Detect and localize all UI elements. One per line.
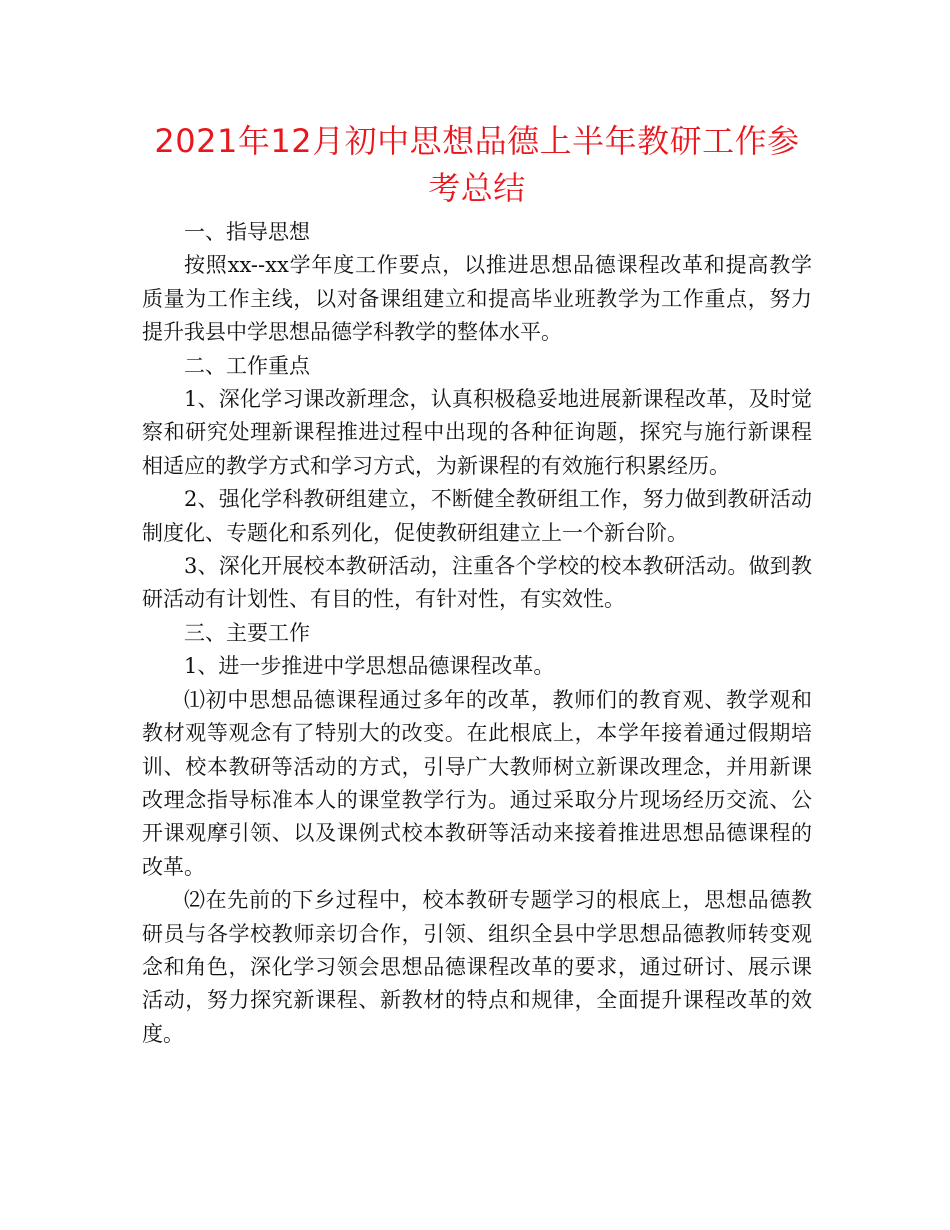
section-heading-guiding-thought: 一、指导思想 [184,220,310,244]
paragraph: ⑵在先前的下乡过程中，校本教研专题学习的根底上，思想品德教研员与各学校教师亲切合作，引领、组织全县中学思想品德教师转变观念和角色，深化学习领会思想品德课程改革的要求，通过研讨、展示课活动，努力探究新课程、新教材的特点和规律，全面提升课程改革的效度。 [142,888,812,1046]
paragraph: 2、强化学科教研组建立，不断健全教研组工作，努力做到教研活动制度化、专题化和系列化，促使教研组建立上一个新台阶。 [142,487,812,545]
section-heading-main-work: 三、主要工作 [184,620,310,645]
paragraph: 1、深化学习课改新理念，认真积极稳妥地进展新课程改革，及时觉察和研究处理新课程推进过程中出现的各种征询题，探究与施行新课程相适应的教学方式和学习方式，为新课程的有效施行积累经历。 [142,387,812,478]
document-body [142,216,812,1051]
document-title: 2021年12月初中思想品德上半年教研工作参考总结 [154,122,800,207]
paragraph: 1、进一步推进中学思想品德课程改革。 [184,654,555,679]
document-page [142,118,812,1051]
paragraph: 3、深化开展校本教研活动，注重各个学校的校本教研活动。做到教研活动有计划性、有目的性，有针对性，有实效性。 [142,554,812,612]
paragraph: 按照xx--xx学年度工作要点，以推进思想品德课程改革和提高教学质量为工作主线，以对备课组建立和提高毕业班教学为工作重点，努力提升我县中学思想品德学科教学的整体水平。 [142,253,812,345]
paragraph: ⑴初中思想品德课程通过多年的改革，教师们的教育观、教学观和教材观等观念有了特别大的改变。在此根底上，本学年接着通过假期培训、校本教研等活动的方式，引导广大教师树立新课改理念，并用新课改理念指导标准本人的课堂教学行为。通过采取分片现场经历交流、公开课观摩引领、以及课例式校本教研等活动来接着推进思想品德课程的改革。 [142,687,812,879]
section-heading-work-focus: 二、工作重点 [184,353,310,378]
